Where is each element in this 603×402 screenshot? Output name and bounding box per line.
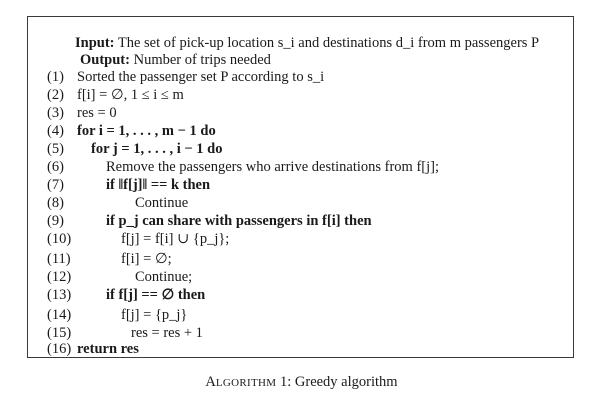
- output-text: Number of trips needed: [133, 52, 271, 68]
- line-number: (12): [47, 269, 72, 285]
- caption-text: 1: Greedy algorithm: [279, 374, 398, 390]
- line-number: (8): [47, 195, 64, 211]
- line-text: Continue;: [135, 269, 193, 285]
- algorithm-box: [27, 16, 574, 358]
- line-text: f[i] = ∅, 1 ≤ i ≤ m: [77, 87, 184, 103]
- line-text: Remove the passengers who arrive destinations from f[j];: [106, 159, 440, 175]
- line-number: (6): [47, 159, 64, 175]
- line-number: (3): [47, 105, 64, 121]
- line-text: for j = 1, . . . , i − 1 do: [91, 141, 223, 157]
- line-text: if f[j] == ∅ then: [106, 287, 206, 303]
- input-label: Input:: [75, 35, 115, 51]
- line-text: Continue: [135, 195, 189, 211]
- line-number: (14): [47, 307, 72, 323]
- line-number: (11): [47, 251, 71, 267]
- line-text: if ‖f[j]‖ == k then: [106, 177, 211, 193]
- caption-label-rest: LGORITHM: [215, 377, 277, 389]
- line-text: f[j] = {p_j}: [121, 307, 188, 323]
- line-text: res = res + 1: [131, 325, 203, 341]
- line-number: (13): [47, 287, 72, 303]
- line-number: (2): [47, 87, 64, 103]
- line-number: (5): [47, 141, 64, 157]
- line-number: (15): [47, 325, 72, 341]
- line-number: (4): [47, 123, 64, 139]
- algorithm-caption: [0, 373, 603, 392]
- line-text: res = 0: [77, 105, 117, 121]
- line-text: Sorted the passenger set P according to s_i: [77, 69, 325, 85]
- line-number: (9): [47, 213, 64, 229]
- line-text: return res: [77, 341, 139, 357]
- line-number: (16): [47, 341, 72, 357]
- line-number: (10): [47, 231, 72, 247]
- line-number: (1): [47, 69, 64, 85]
- line-number: (7): [47, 177, 64, 193]
- input-text: The set of pick-up location s_i and destinations d_i from m passengers P: [117, 35, 540, 51]
- caption-label-initial: A: [205, 374, 216, 390]
- line-text: for i = 1, . . . , m − 1 do: [77, 123, 216, 139]
- output-label: Output:: [80, 52, 130, 68]
- line-text: f[j] = f[i] ∪ {p_j};: [121, 231, 230, 247]
- line-text: if p_j can share with passengers in f[i] then: [106, 213, 372, 229]
- line-text: f[i] = ∅;: [121, 251, 172, 267]
